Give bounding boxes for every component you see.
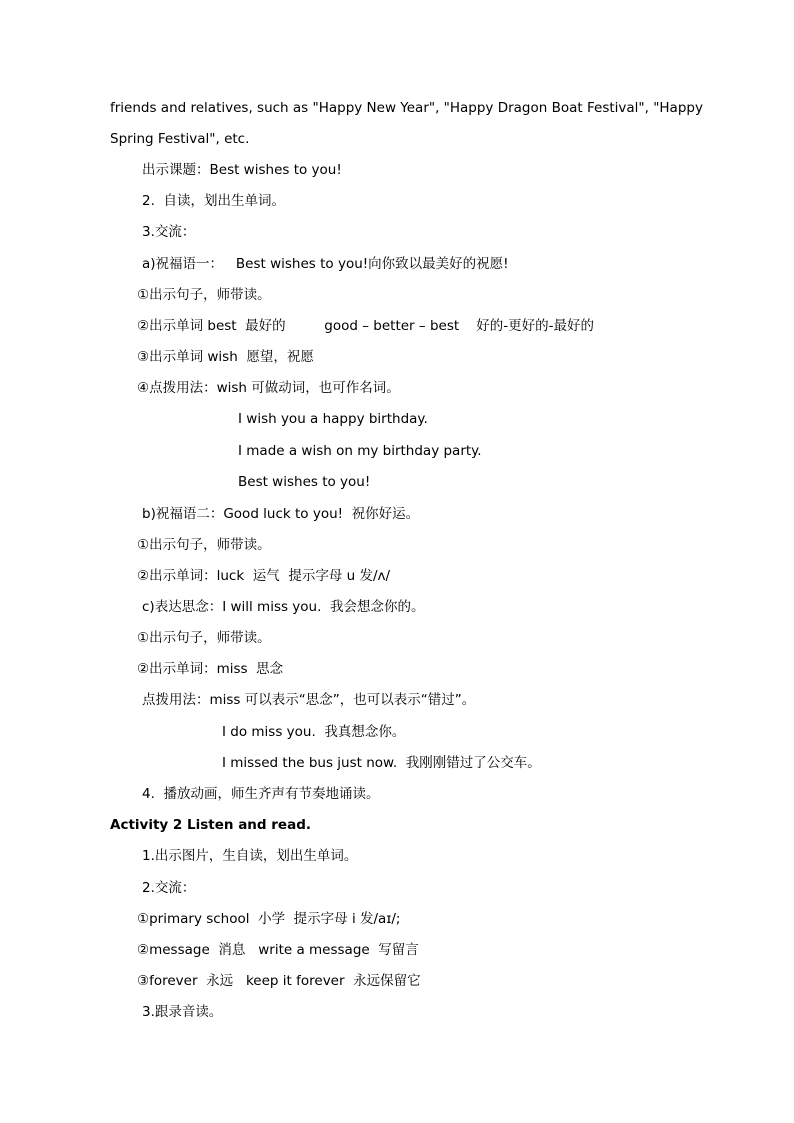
list-item: ②出示单词：luck 运气 提示字母 u 发/ʌ/ [137,568,391,584]
example-sentence: I made a wish on my birthday party. [238,443,482,459]
example-sentence: I wish you a happy birthday. [238,411,428,427]
step-line: 1.出示图片，生自读，划出生单词。 [142,848,358,864]
list-item: ③forever 永远 keep it forever 永远保留它 [137,973,421,989]
usage-note-line: 点拨用法：miss 可以表示“思念”，也可以表示“错过”。 [142,692,476,708]
paragraph-line: Spring Festival", etc. [110,131,250,147]
list-item: ①出示句子，师带读。 [137,630,271,646]
list-item: ①出示句子，师带读。 [137,537,271,553]
list-item: ②message 消息 write a message 写留言 [137,942,419,958]
lesson-title-line: 出示课题：Best wishes to you! [142,162,342,178]
list-item: ③出示单词 wish 愿望，祝愿 [137,349,314,365]
step-line: 4. 播放动画，师生齐声有节奏地诵读。 [142,786,380,802]
activity-heading: Activity 2 Listen and read. [110,817,311,833]
expression-line: c)表达思念：I will miss you. 我会想念你的。 [142,599,425,615]
list-item: ②出示单词 best 最好的 good – better – best 好的-更好的-最好的 [137,318,595,334]
step-line: 2. 自读，划出生单词。 [142,193,285,209]
list-item: ①出示句子，师带读。 [137,287,271,303]
list-item: ②出示单词：miss 思念 [137,661,284,677]
example-sentence: Best wishes to you! [238,474,371,490]
step-line: 2.交流： [142,880,196,896]
list-item: ①primary school 小学 提示字母 i 发/aɪ/; [137,911,401,927]
list-item: ④点拨用法：wish 可做动词，也可作名词。 [137,380,400,396]
step-line: 3.跟录音读。 [142,1004,223,1020]
paragraph-line: friends and relatives, such as "Happy New Year", "Happy Dragon Boat Festival", "Happy [110,100,703,116]
greeting-two-line: b)祝福语二：Good luck to you! 祝你好运。 [142,506,420,522]
greeting-one-line: a)祝福语一： Best wishes to you!向你致以最美好的祝愿! [142,256,509,272]
example-sentence: I missed the bus just now. 我刚刚错过了公交车。 [222,755,541,771]
example-sentence: I do miss you. 我真想念你。 [222,724,406,740]
step-line: 3.交流： [142,224,196,240]
